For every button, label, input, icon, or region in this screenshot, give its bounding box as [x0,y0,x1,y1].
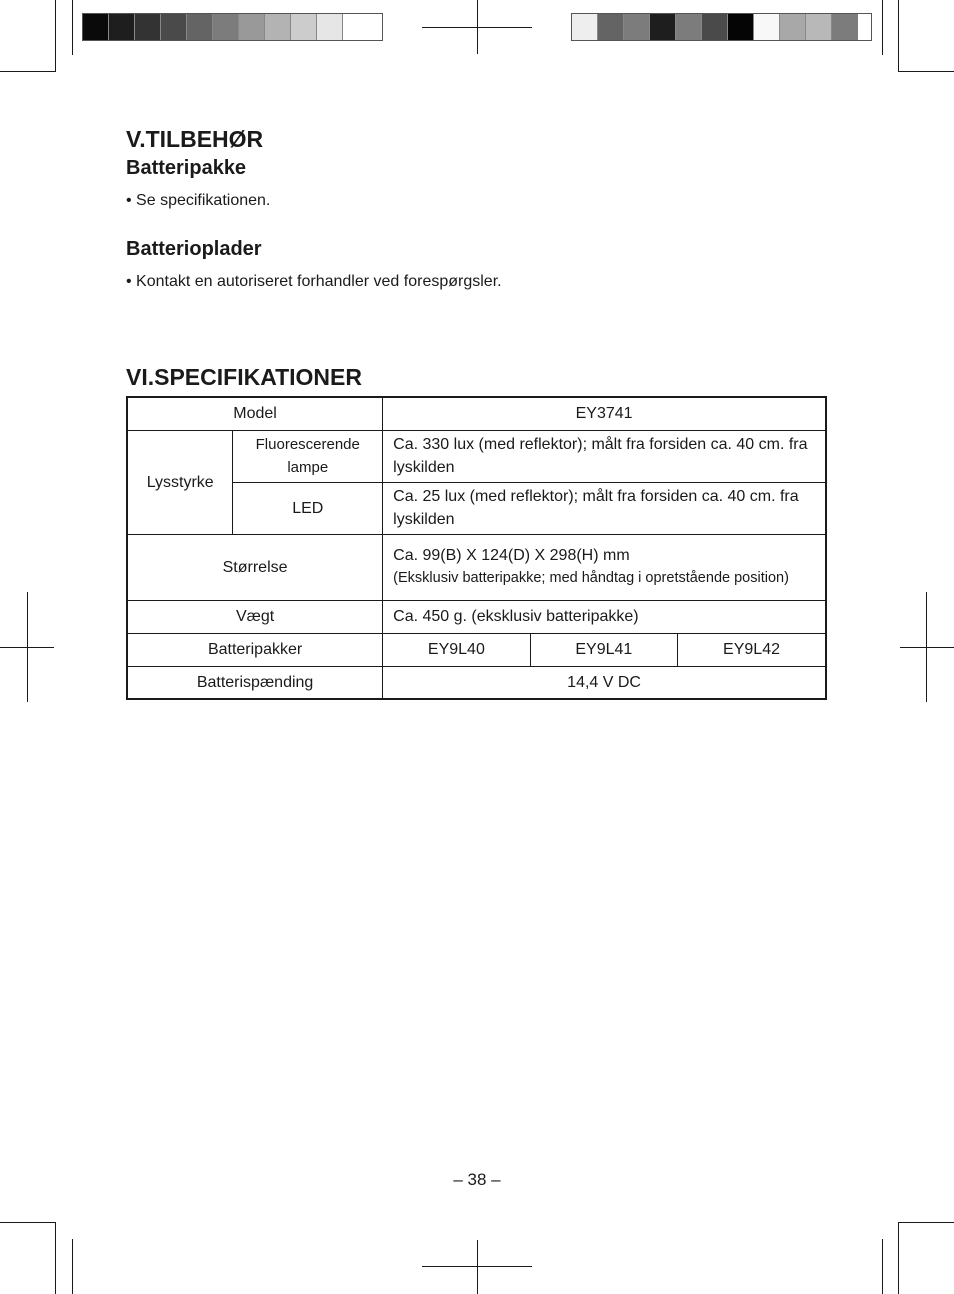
registration-mark [900,647,954,648]
led-label: LED [233,482,383,534]
model-label: Model [127,397,383,430]
batteries-label: Batteripakker [127,633,383,666]
color-swatch [109,14,135,40]
crop-mark [55,0,56,72]
color-swatch [806,14,832,40]
fluorescent-label: Fluorescerende lampe [233,430,383,482]
battery-model: EY9L40 [383,633,530,666]
fluorescent-value: Ca. 330 lux (med reflektor); målt fra forsiden ca. 40 cm. fra lyskilden [383,430,826,482]
subheading-charger: Batterioplader [126,238,262,260]
color-calibration-strip-left [82,13,383,41]
crop-mark [898,0,899,72]
voltage-label: Batterispænding [127,666,383,699]
color-swatch [832,14,858,40]
color-swatch [317,14,343,40]
crop-mark [72,0,73,55]
crop-mark [898,1222,954,1223]
crop-mark [882,0,883,55]
crop-mark [898,1222,899,1294]
crop-mark [0,1222,55,1223]
size-label: Størrelse [127,534,383,600]
table-row-voltage [127,666,826,699]
color-swatch [624,14,650,40]
size-note: (Eksklusiv batteripakke; med håndtag i opretstående position) [393,570,789,586]
size-cell [383,534,826,600]
section-title-specifications: VI.SPECIFIKATIONER [126,364,362,390]
color-calibration-strip-right [571,13,872,41]
weight-label: Vægt [127,600,383,633]
color-swatch [650,14,676,40]
color-swatch [213,14,239,40]
color-swatch [702,14,728,40]
color-swatch [754,14,780,40]
charger-text: • Kontakt en autoriseret forhandler ved forespørgsler. [126,273,502,290]
color-swatch [135,14,161,40]
table-row-model [127,397,826,430]
registration-mark [477,1240,478,1294]
table-row-size [127,534,826,600]
table-row-batteries [127,633,826,666]
crop-mark [882,1239,883,1294]
voltage-value: 14,4 V DC [383,666,826,699]
crop-mark [72,1239,73,1294]
size-value: Ca. 99(B) X 124(D) X 298(H) mm [393,547,630,564]
battery-model: EY9L42 [678,633,826,666]
color-swatch [291,14,317,40]
color-swatch [780,14,806,40]
color-swatch [83,14,109,40]
color-swatch [572,14,598,40]
color-swatch [187,14,213,40]
registration-mark [422,1266,532,1267]
model-value: EY3741 [383,397,826,430]
subheading-battery-pack: Batteripakke [126,157,247,179]
table-row-weight [127,600,826,633]
table-row-fluorescent [127,430,826,482]
battery-pack-text: • Se specifikationen. [126,192,271,209]
crop-mark [55,1222,56,1294]
registration-mark [0,647,54,648]
brightness-label: Lysstyrke [127,430,233,534]
crop-mark [0,71,55,72]
color-swatch [676,14,702,40]
color-swatch [161,14,187,40]
crop-mark [898,71,954,72]
page-number: – 38 – [453,1170,501,1189]
battery-model: EY9L41 [530,633,677,666]
color-swatch [598,14,624,40]
specifications-table [126,396,827,700]
section-title-accessories: V.TILBEHØR [126,126,264,152]
registration-mark [422,27,532,28]
color-swatch [728,14,754,40]
color-swatch [343,14,369,40]
color-swatch [239,14,265,40]
led-value: Ca. 25 lux (med reflektor); målt fra forsiden ca. 40 cm. fra lyskilden [383,482,826,534]
color-swatch [265,14,291,40]
weight-value: Ca. 450 g. (eksklusiv batteripakke) [383,600,826,633]
